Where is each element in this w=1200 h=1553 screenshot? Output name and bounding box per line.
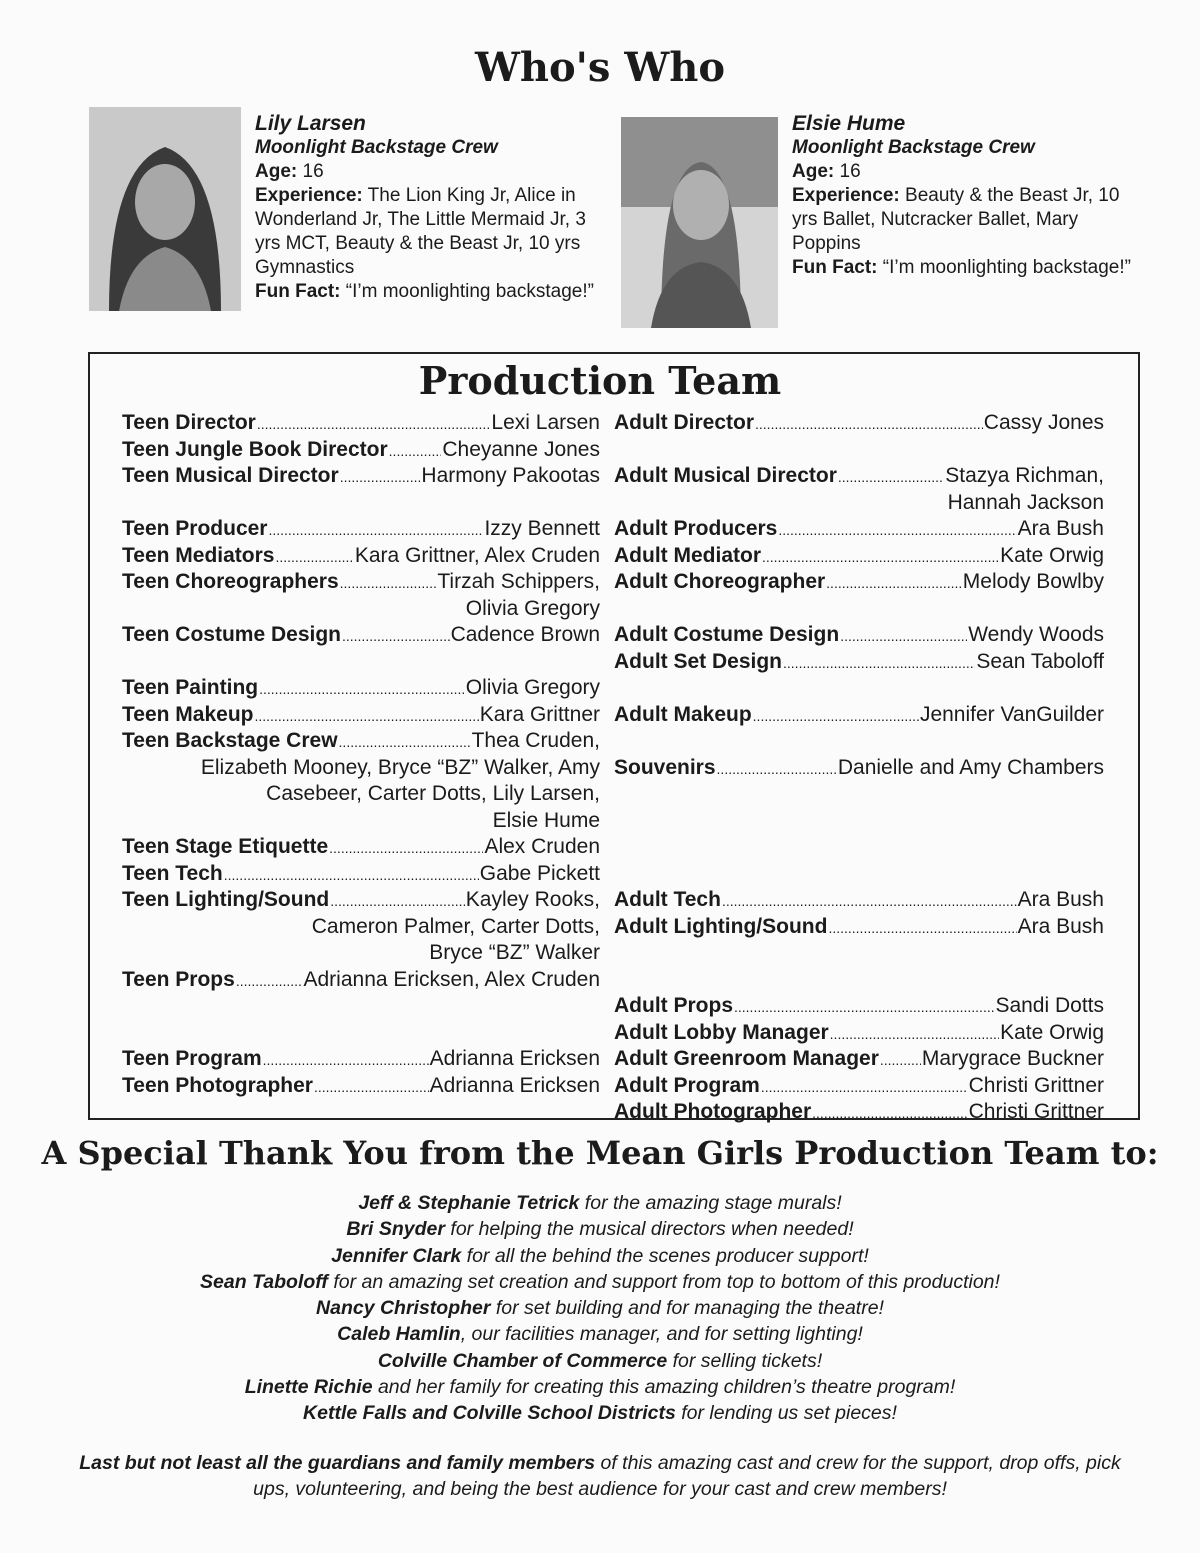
portrait-image — [89, 107, 241, 311]
thank-you-title: A Special Thank You from the Mean Girls Production Team to: — [41, 1134, 1159, 1172]
thank-you-item — [60, 1374, 1140, 1400]
credit-names-continued: Olivia Gregory — [465, 596, 600, 620]
leader-dots — [236, 967, 303, 995]
credit-line — [122, 437, 600, 464]
credit-line — [614, 702, 1104, 729]
person-age: Age: 16 — [792, 161, 861, 182]
credit-role: Adult Greenroom Manager — [614, 1047, 879, 1070]
thanked-reason: for an amazing set creation and support from top to bottom of this production! — [327, 1270, 1000, 1293]
credit-line — [122, 861, 600, 888]
thanked-name: Sean Taboloff — [200, 1270, 328, 1293]
credit-names-continued: Elsie Hume — [492, 808, 600, 832]
credit-names: Izzy Bennett — [484, 517, 600, 540]
person-name: Elsie Hume — [792, 112, 906, 135]
leader-dots — [812, 1099, 967, 1127]
credit-names-continued: Hannah Jackson — [947, 490, 1104, 514]
leader-dots — [761, 1073, 968, 1101]
person-role: Moonlight Backstage Crew — [792, 137, 1035, 158]
bio-lily-larsen — [255, 112, 615, 304]
thanked-name: Bri Snyder — [346, 1218, 445, 1241]
spacer — [614, 781, 1104, 808]
credit-names: Melody Bowlby — [962, 570, 1104, 593]
credit-role: Teen Lighting/Sound — [122, 888, 330, 911]
final-thanks: Last but not least all the guardians and family members of this amazing cast and crew for the support, drop offs, pick ups, volunteering, and being the best audience for your cast and crew members! — [79, 1452, 1121, 1500]
credit-role: Teen Mediators — [122, 543, 275, 567]
leader-dots — [340, 569, 437, 597]
credit-role: Adult Costume Design — [614, 623, 840, 646]
thanked-reason: for helping the musical directors when needed! — [444, 1218, 854, 1241]
credit-names: Cheyanne Jones — [442, 437, 600, 461]
credit-role: Adult Set Design — [614, 649, 783, 673]
credit-line — [614, 1099, 1104, 1126]
credit-names: Alex Cruden — [484, 835, 600, 858]
leader-dots — [254, 702, 478, 730]
credit-role: Adult Tech — [614, 888, 721, 911]
thanked-name: Caleb Hamlin — [337, 1323, 461, 1346]
person-experience: Experience: The Lion King Jr, Alice in Wonderland Jr, The Little Mermaid Jr, 3 yrs MCT, Beauty & the Beast Jr, 10 yrs Gymnastics — [255, 185, 586, 278]
credit-line — [122, 675, 600, 702]
credit-role: Teen Stage Etiquette — [122, 835, 329, 858]
person-age: Age: 16 — [255, 161, 324, 182]
person-fun-fact: Fun Fact: “I’m moonlighting backstage!” — [792, 257, 1131, 278]
thanked-reason: for all the behind the scenes producer support! — [461, 1244, 869, 1267]
leader-dots — [329, 834, 483, 862]
credit-names: Tirzah Schippers, — [437, 570, 600, 593]
spacer — [614, 967, 1104, 994]
leader-dots — [753, 702, 919, 730]
leader-dots — [826, 569, 962, 597]
leader-dots — [840, 622, 967, 650]
leader-dots — [224, 861, 479, 889]
credit-role: Teen Props — [122, 967, 235, 991]
leader-dots — [828, 914, 1016, 942]
credit-role: Souvenirs — [614, 755, 716, 779]
production-team-title: Production Team — [418, 358, 782, 403]
spacer — [614, 834, 1104, 861]
credit-line — [122, 834, 600, 861]
thanked-reason: for selling tickets! — [667, 1349, 823, 1372]
leader-dots — [722, 887, 1017, 915]
thanked-reason: for the amazing stage murals! — [579, 1192, 842, 1214]
credit-role: Teen Choreographers — [122, 570, 339, 593]
credit-line — [122, 1046, 600, 1073]
leader-dots — [755, 410, 983, 438]
credit-line — [614, 516, 1104, 543]
thank-you-item — [60, 1190, 1140, 1216]
spacer — [614, 728, 1104, 755]
leader-dots — [717, 755, 837, 783]
credit-line — [614, 410, 1104, 437]
lily-larsen-photo — [89, 107, 241, 311]
leader-dots — [314, 1073, 429, 1101]
credit-line — [122, 516, 600, 543]
credit-line — [614, 993, 1104, 1020]
credit-line — [614, 569, 1104, 596]
thanked-name: Kettle Falls and Colville School Districts — [303, 1402, 676, 1425]
leader-dots — [830, 1020, 999, 1048]
credit-line — [614, 1046, 1104, 1073]
credit-names: Kayley Rooks, — [465, 888, 600, 911]
spacer — [614, 940, 1104, 967]
elsie-hume-photo — [621, 117, 778, 328]
person-fun-fact: Fun Fact: “I’m moonlighting backstage!” — [255, 281, 594, 302]
thank-you-item — [60, 1216, 1140, 1242]
credit-names: Cassy Jones — [983, 411, 1104, 434]
credit-names: Lexi Larsen — [491, 411, 600, 434]
credit-line — [122, 887, 600, 914]
credit-role: Teen Director — [122, 411, 256, 434]
thanked-name: Jennifer Clark — [331, 1244, 462, 1267]
credit-role: Adult Photographer — [614, 1100, 812, 1123]
person-role: Moonlight Backstage Crew — [255, 137, 498, 158]
credit-line — [614, 755, 1104, 782]
spacer — [122, 1020, 600, 1047]
leader-dots — [330, 887, 465, 915]
thanked-name: Colville Chamber of Commerce — [377, 1349, 668, 1372]
credit-role: Adult Choreographer — [614, 570, 826, 593]
leader-dots — [257, 410, 491, 438]
teen-roles-column — [122, 410, 600, 1099]
credit-line — [614, 1073, 1104, 1100]
spacer — [122, 649, 600, 676]
thank-you-item — [60, 1400, 1140, 1426]
credit-names: Christi Grittner — [968, 1100, 1104, 1123]
credit-names-continued: Bryce “BZ” Walker — [429, 941, 600, 964]
credit-names-continued: Elizabeth Mooney, Bryce “BZ” Walker, Amy — [200, 755, 600, 779]
leader-dots — [342, 622, 450, 650]
credit-names: Sean Taboloff — [976, 649, 1104, 673]
credit-line — [122, 543, 600, 570]
spacer — [122, 490, 600, 517]
thanked-name: Linette Richie — [244, 1376, 373, 1399]
thanked-name: Nancy Christopher — [316, 1297, 491, 1320]
spacer — [614, 861, 1104, 888]
credit-names: Adrianna Ericksen — [429, 1073, 600, 1097]
credit-role: Teen Jungle Book Director — [122, 437, 388, 461]
credit-line — [122, 410, 600, 437]
thanked-reason: for lending us set pieces! — [675, 1402, 897, 1425]
leader-dots — [783, 649, 975, 677]
spacer — [614, 808, 1104, 835]
leader-dots — [263, 1046, 429, 1074]
credit-role: Adult Lobby Manager — [614, 1020, 829, 1044]
credit-names: Thea Cruden, — [471, 729, 600, 752]
credit-role: Teen Producer — [122, 517, 268, 540]
credit-role: Teen Backstage Crew — [122, 729, 338, 752]
credit-line — [122, 967, 600, 994]
credit-names-continued: Casebeer, Carter Dotts, Lily Larsen, — [266, 782, 600, 805]
credit-role: Teen Program — [122, 1047, 262, 1070]
credit-role: Adult Program — [614, 1073, 760, 1097]
leader-dots — [268, 516, 483, 544]
credit-names: Kara Grittner — [479, 702, 600, 726]
thanked-reason: for set building and for managing the theatre! — [490, 1297, 884, 1320]
credit-names: Ara Bush — [1017, 888, 1104, 911]
credit-names-continued: Cameron Palmer, Carter Dotts, — [311, 914, 600, 938]
thank-you-item — [60, 1269, 1140, 1295]
credit-names: Wendy Woods — [968, 623, 1104, 646]
credit-line — [122, 728, 600, 755]
credit-line — [122, 1073, 600, 1100]
leader-dots — [339, 728, 471, 756]
credit-line — [614, 1020, 1104, 1047]
credit-names: Ara Bush — [1017, 914, 1104, 938]
leader-dots — [389, 437, 442, 465]
credit-line — [122, 463, 600, 490]
whos-who-title: Who's Who — [474, 44, 726, 91]
credit-names: Adrianna Ericksen — [429, 1047, 600, 1070]
credit-role: Teen Makeup — [122, 702, 254, 726]
credit-line — [614, 914, 1104, 941]
leader-dots — [880, 1046, 921, 1074]
adult-roles-column — [614, 410, 1104, 1126]
thanked-reason: and her family for creating this amazing children’s theatre program! — [372, 1376, 956, 1399]
credit-role: Teen Musical Director — [122, 464, 339, 487]
leader-dots — [838, 463, 944, 491]
credit-role: Teen Costume Design — [122, 623, 341, 646]
person-experience: Experience: Beauty & the Beast Jr, 10 yrs Ballet, Nutcracker Ballet, Mary Poppins — [792, 185, 1120, 254]
portrait-image — [621, 117, 778, 328]
thank-you-item — [60, 1243, 1140, 1269]
credit-names: Kara Grittner, Alex Cruden — [354, 543, 600, 567]
credit-line — [614, 622, 1104, 649]
leader-dots — [734, 993, 994, 1021]
credit-line — [122, 622, 600, 649]
credit-names: Gabe Pickett — [479, 861, 600, 885]
leader-dots — [275, 543, 353, 571]
credit-names: Stazya Richman, — [945, 464, 1104, 487]
leader-dots — [259, 675, 465, 703]
credit-role: Adult Mediator — [614, 543, 761, 567]
credit-names: Adrianna Ericksen, Alex Cruden — [303, 967, 600, 991]
credit-role: Adult Producers — [614, 517, 778, 540]
credit-names: Kate Orwig — [1000, 1020, 1104, 1044]
thank-you-list — [60, 1190, 1140, 1427]
spacer — [614, 437, 1104, 464]
leader-dots — [762, 543, 999, 571]
credit-names: Marygrace Buckner — [921, 1047, 1104, 1070]
credit-role: Adult Musical Director — [614, 464, 837, 487]
credit-role: Teen Tech — [122, 861, 223, 885]
thanked-name: Jeff & Stephanie Tetrick — [358, 1192, 580, 1214]
credit-line — [614, 649, 1104, 676]
credit-names: Harmony Pakootas — [421, 464, 600, 487]
credit-line — [614, 463, 1104, 490]
leader-dots — [340, 463, 421, 491]
thank-you-item — [60, 1295, 1140, 1321]
person-name: Lily Larsen — [255, 112, 366, 135]
credit-names: Ara Bush — [1017, 517, 1104, 540]
credit-names: Danielle and Amy Chambers — [837, 755, 1104, 779]
credit-names: Cadence Brown — [450, 623, 600, 646]
credit-role: Teen Painting — [122, 676, 259, 699]
credit-role: Adult Lighting/Sound — [614, 914, 828, 938]
credit-role: Adult Props — [614, 994, 733, 1017]
bio-elsie-hume — [792, 112, 1137, 280]
credit-names: Christi Grittner — [968, 1073, 1104, 1097]
credit-names: Olivia Gregory — [465, 676, 600, 699]
credit-line — [122, 569, 600, 596]
credit-role: Adult Makeup — [614, 702, 752, 726]
spacer — [614, 675, 1104, 702]
leader-dots — [778, 516, 1016, 544]
credit-role: Adult Director — [614, 411, 755, 434]
credit-names: Jennifer VanGuilder — [919, 702, 1104, 726]
credit-line — [122, 702, 600, 729]
credit-line — [614, 887, 1104, 914]
thank-you-item — [60, 1321, 1140, 1347]
thank-you-item — [60, 1348, 1140, 1374]
thanked-reason: , our facilities manager, and for setting lighting! — [460, 1323, 863, 1346]
credit-role: Teen Photographer — [122, 1073, 313, 1097]
credit-names: Kate Orwig — [1000, 543, 1104, 567]
credit-names: Sandi Dotts — [995, 994, 1104, 1017]
spacer — [122, 993, 600, 1020]
credit-line — [614, 543, 1104, 570]
spacer — [614, 596, 1104, 623]
